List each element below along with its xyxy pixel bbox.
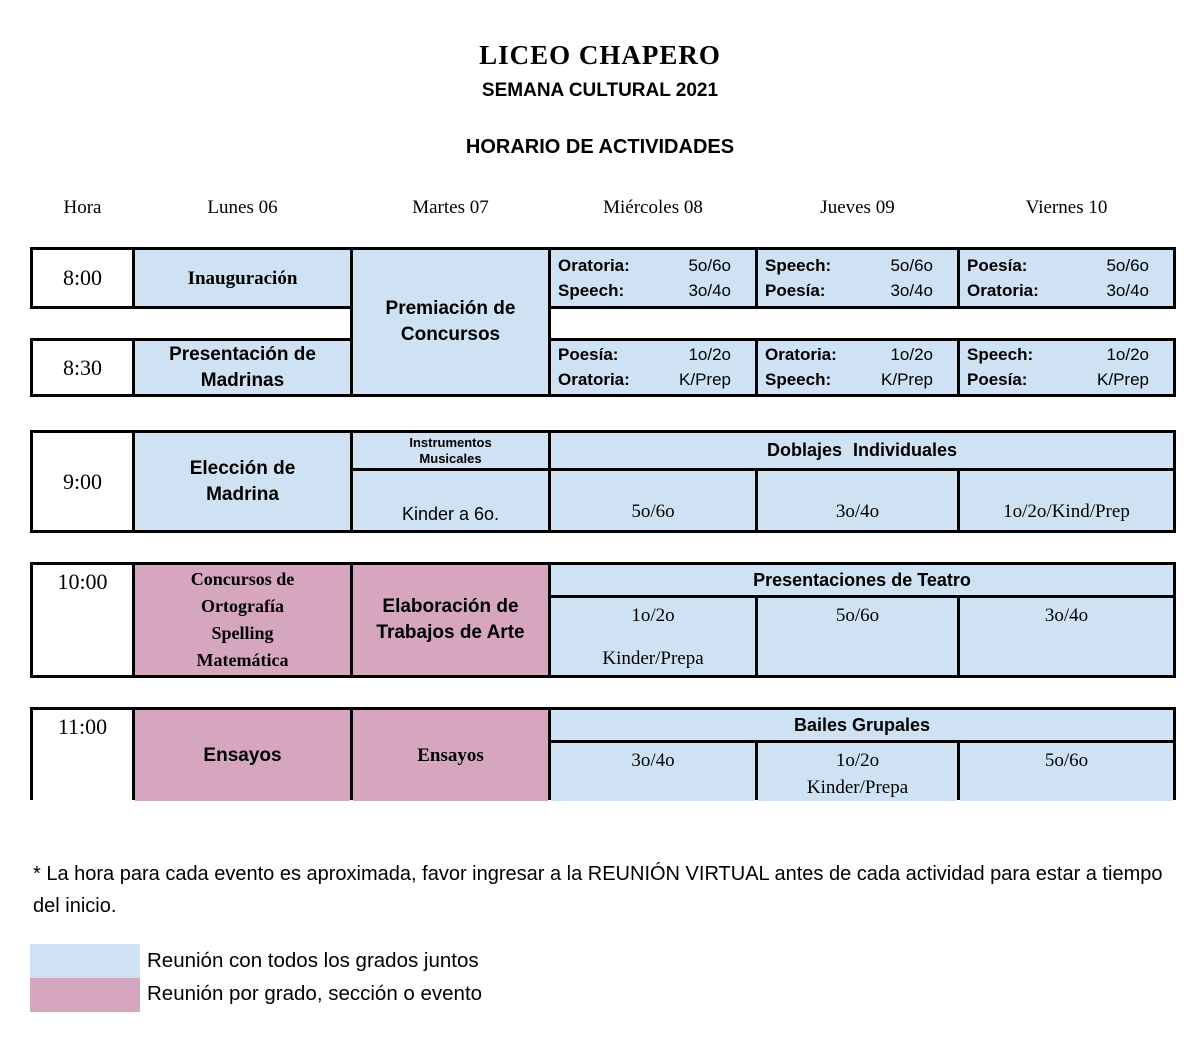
grade-line: 3o/4o xyxy=(1044,605,1089,626)
contest-grades: 5o/6o xyxy=(688,255,731,275)
grades-teatro-miercoles xyxy=(551,598,755,675)
grades-bailes-viernes xyxy=(960,743,1173,801)
grades-bailes-miercoles xyxy=(551,743,755,801)
event-martes-premiacion xyxy=(350,247,551,397)
column-header-jueves: Jueves 09 xyxy=(820,197,895,218)
event-miercoles-0800 xyxy=(551,250,755,306)
contest-grades: 3o/4o xyxy=(1106,280,1149,300)
grades-bailes-jueves xyxy=(758,743,957,801)
grade-line: 1o/2o xyxy=(631,605,675,626)
grade-line: Kinder/Prepa xyxy=(806,777,909,798)
contest-grades: 1o/2o xyxy=(890,345,933,364)
column-header-martes: Martes 07 xyxy=(412,197,489,218)
event-label: Elección de Madrina xyxy=(189,457,296,505)
contest-label: Oratoria: xyxy=(558,255,630,275)
time-cell-0800: 8:00 xyxy=(33,250,132,306)
contest-grades: 3o/4o xyxy=(890,280,933,300)
grades-doblajes-viernes: 1o/2o/Kind/Prep xyxy=(960,471,1173,530)
grade-line: Kinder/Prepa xyxy=(602,648,704,669)
contest-grades: K/Prep xyxy=(1097,370,1149,389)
grades-teatro-jueves xyxy=(758,598,957,675)
event-martes-0900-bottom xyxy=(353,471,548,530)
contest-label: Speech: xyxy=(967,345,1034,364)
grades-teatro-viernes xyxy=(960,598,1173,675)
column-header-miercoles: Miércoles 08 xyxy=(603,197,703,218)
event-lunes-1100 xyxy=(135,710,350,801)
grades-doblajes-miercoles: 5o/6o xyxy=(551,471,755,530)
section-header-teatro xyxy=(551,565,1173,595)
section-title: Presentaciones de Teatro xyxy=(753,569,971,590)
footnote: * La hora para cada evento es aproximada, favor ingresar a la REUNIÓN VIRTUAL antes de cada actividad para estar a tiempo del inicio. xyxy=(33,863,1163,917)
time-cell-1100: 11:00 xyxy=(33,710,132,801)
contest-label: Poesía: xyxy=(558,345,619,364)
time-cell-0900: 9:00 xyxy=(33,433,132,530)
contest-grades: K/Prep xyxy=(679,370,731,389)
contest-label: Oratoria: xyxy=(558,370,630,389)
grade-line: 5o/6o xyxy=(1044,750,1089,771)
event-label: Kinder a 6o. xyxy=(401,504,500,524)
section-title: Doblajes Individuales xyxy=(766,440,958,460)
contest-label: Speech: xyxy=(765,370,832,389)
legend-swatch-pink xyxy=(30,978,140,1012)
contest-label: Poesía: xyxy=(967,255,1028,275)
event-martes-0900-top xyxy=(353,433,548,468)
event-label: Ensayos xyxy=(417,745,484,766)
column-header-hora: Hora xyxy=(63,197,102,218)
event-jueves-0830 xyxy=(758,341,957,394)
contest-label: Oratoria: xyxy=(765,345,837,364)
row-0900 xyxy=(30,430,1176,533)
contest-label: Poesía: xyxy=(967,370,1028,389)
event-lunes-0800 xyxy=(135,250,350,306)
row-1000 xyxy=(30,562,1176,678)
contest-grades: K/Prep xyxy=(881,370,933,389)
time-cell-0830: 8:30 xyxy=(33,341,132,394)
time-cell-1000: 10:00 xyxy=(33,565,132,675)
contest-grades: 3o/4o xyxy=(688,280,731,300)
event-label: Presentación de Madrinas xyxy=(169,343,316,391)
contest-grades: 1o/2o xyxy=(688,345,731,364)
row-0800 xyxy=(30,247,1176,309)
row-0830 xyxy=(30,338,1176,397)
event-viernes-0800 xyxy=(960,250,1173,306)
event-label: Instrumentos Musicales xyxy=(409,434,492,466)
event-viernes-0830 xyxy=(960,341,1173,394)
event-label: Inauguración xyxy=(187,267,298,289)
schedule-title: HORARIO DE ACTIVIDADES xyxy=(465,136,735,158)
section-header-doblajes xyxy=(551,433,1173,468)
contest-grades: 5o/6o xyxy=(1106,255,1149,275)
day-header-row xyxy=(30,193,1176,223)
legend-swatch-blue xyxy=(30,944,140,978)
event-martes-1100 xyxy=(353,710,548,801)
legend-label-blue: Reunión con todos los grados juntos xyxy=(147,949,479,972)
contest-label: Oratoria: xyxy=(967,280,1039,300)
row-1100 xyxy=(30,707,1176,800)
column-header-viernes: Viernes 10 xyxy=(1025,197,1108,218)
event-miercoles-0830 xyxy=(551,341,755,394)
contest-label: Poesía: xyxy=(765,280,826,300)
event-label: Premiación de Concursos xyxy=(385,298,516,345)
section-title: Bailes Grupales xyxy=(793,714,931,735)
grade-line: 1o/2o xyxy=(835,750,880,771)
event-label: Elaboración de Trabajos de Arte xyxy=(376,596,525,643)
column-header-lunes: Lunes 06 xyxy=(207,197,278,218)
event-lunes-0830 xyxy=(135,341,350,394)
event-label: Ensayos xyxy=(203,744,282,766)
page-subtitle: SEMANA CULTURAL 2021 xyxy=(481,80,719,101)
grade-line: 3o/4o xyxy=(631,750,675,771)
grade-line: 5o/6o xyxy=(835,605,880,626)
page-title: LICEO CHAPERO xyxy=(479,40,721,70)
event-lunes-0900 xyxy=(135,433,350,530)
contest-grades: 1o/2o xyxy=(1106,345,1149,364)
section-header-bailes xyxy=(551,710,1173,740)
grades-doblajes-jueves: 3o/4o xyxy=(758,471,957,530)
event-jueves-0800 xyxy=(758,250,957,306)
event-label: Concursos de Ortografía Spelling Matemática xyxy=(190,569,295,670)
contest-label: Speech: xyxy=(765,255,832,275)
contest-grades: 5o/6o xyxy=(890,255,933,275)
event-martes-1000 xyxy=(353,565,548,675)
contest-label: Speech: xyxy=(558,280,625,300)
event-lunes-1000 xyxy=(135,565,350,675)
legend-label-pink: Reunión por grado, sección o evento xyxy=(147,982,483,1005)
